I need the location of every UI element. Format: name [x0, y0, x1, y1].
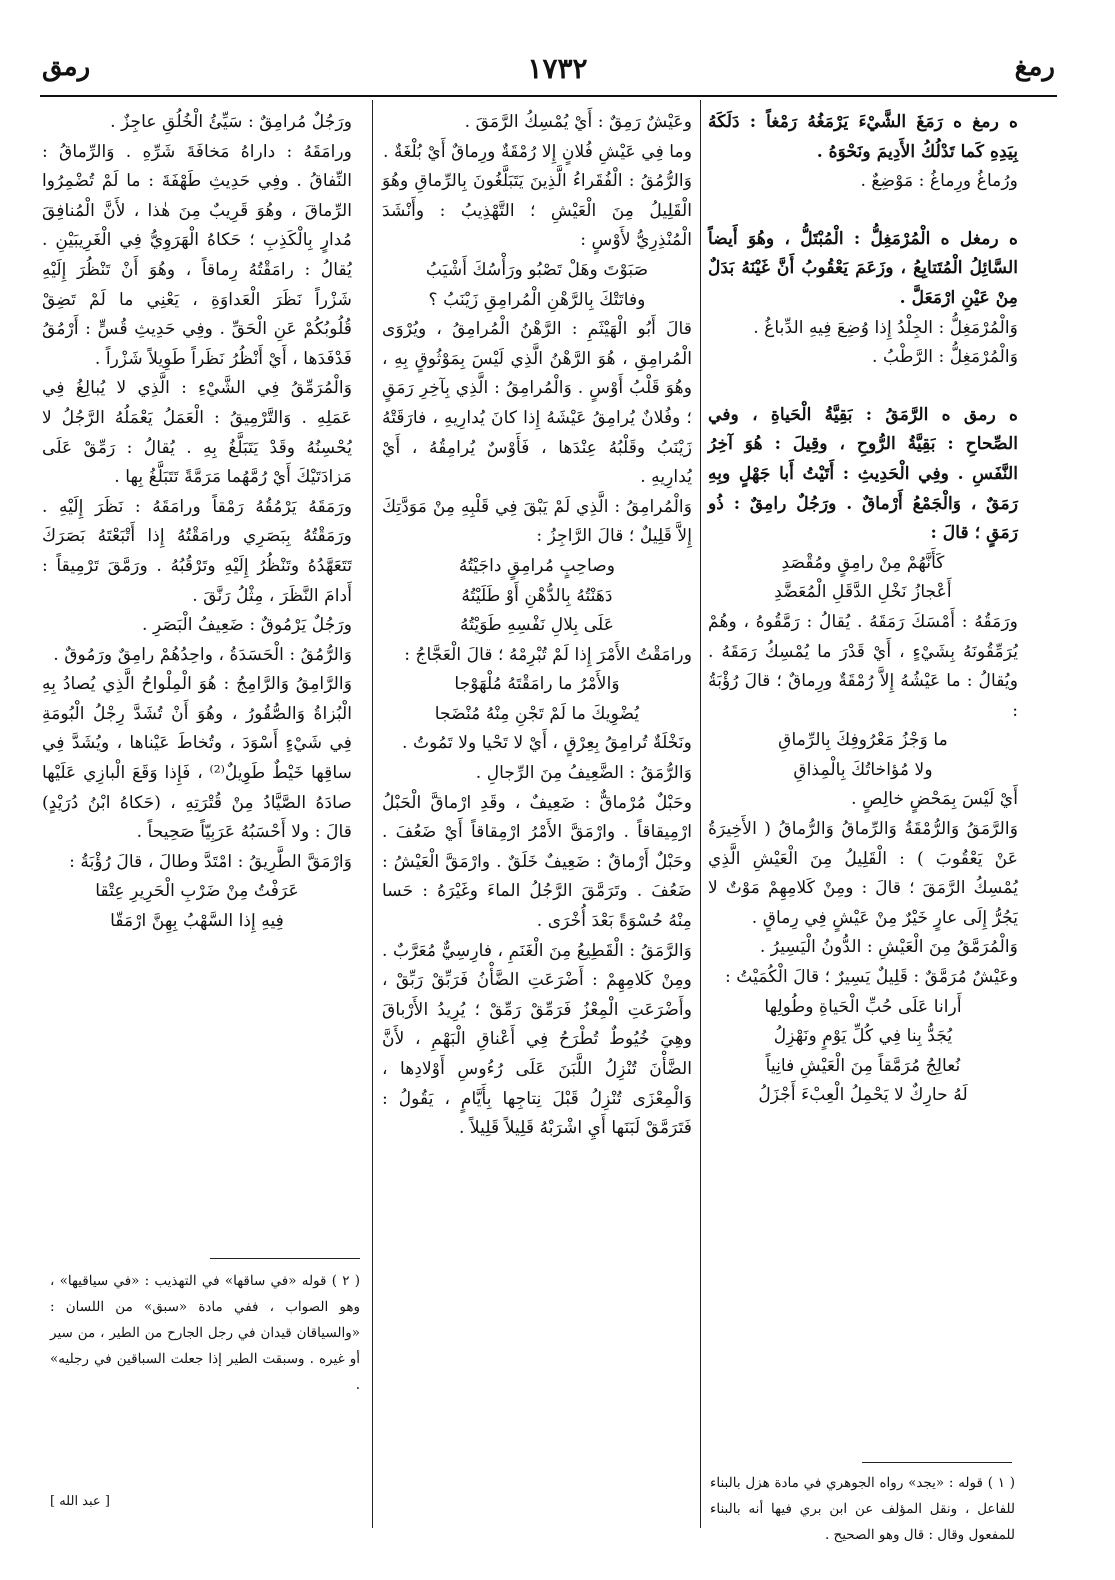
- entry-paragraph: أَيْ لَيْسَ بِمَحْضٍ خالِصٍ .: [851, 789, 1018, 810]
- entry-paragraph: وعَيْشٌ رَمِقٌ : أَيْ يُمْسِكُ الرَّمَقَ .: [464, 112, 692, 132]
- entry-paragraph: ورامَقَهُ : داراهُ مَخافَةَ شَرِّهِ . وَالرِّماقُ : النِّفاقُ . وفِي حَدِيثِ طَهْفَةَ : ما لَمْ تُضْمِرُوا الرِّماقَ ، وهُوَ قَرِيبٌ مِنَ هٰذا ، لأَنَّ الْمُنافِقَ مُدارٍ بِالْكَذِبِ ؛ حَكاهُ الْهَرَوِيُّ فِي الْغَرِيبَيْنِ . يُقالُ : رامَقْتُهُ رِماقاً ، وهُوَ أَنْ تَنْظُرَ إِلَيْهِ شَزْراً نَظَرَ الْعَداوَةِ ، يَعْنِي ما لَمْ تَضِقْ قُلُوبُكُمْ عَنِ الْحَقِّ . وفِي حَدِيثِ قُسٍّ : أَرْمُقُ فَدْفَدَها ، أَيْ أَنْظُرُ نَظَراً طَوِيلاً شَزْراً .: [42, 141, 352, 369]
- footnote-right: ( ١ ) قوله : «يجد» رواه الجوهري في مادة هزل بالبناء للفاعل ، ونقل المؤلف عن ابن بري فيها أنه بالبناء للمفعول وقال : قال وهو الصحيح .: [710, 1475, 1015, 1543]
- verse-line: كَأَنَّهُمْ مِنْ رامِقٍ ومُقْصَدِ: [781, 552, 945, 573]
- page-number: ١٧٣٢: [527, 52, 588, 85]
- verse-line: عَلَى بِلالِ نَفْسِهِ طَوَيْتُهُ: [460, 615, 614, 636]
- entry-paragraph: وَالْمُرامِقُ : الَّذِي لَمْ يَبْقَ فِي قَلْبِهِ مِنْ مَوَدَّتِكَ إِلاَّ قَلِيلٌ ؛ قالَ الرَّاجِزُ :: [382, 496, 692, 547]
- header-rule: [40, 95, 1057, 97]
- verse-line: أَعْجازُ نَخْلِ الدَّقَلِ الْمُعَضَّدِ: [774, 582, 952, 603]
- verse-line: وصاحِبٍ مُرامِقٍ داجَيْتُهُ: [458, 555, 616, 576]
- verse-line: عَرَفْتُ مِنْ ضَرْبِ الْحَرِيرِ عِتْقا: [95, 881, 299, 902]
- verse-line: ما وَجْزُ مَعْرُوفِكَ بِالرِّماقِ: [778, 730, 948, 751]
- entry-paragraph: قالَ أَبُو الْهَيْثَمِ : الرَّهْنُ الْمُرامِقُ ، ويُرْوَى الْمُرامِقِ ، هُوَ الرَّهْنُ الَّذِي لَيْسَ بِمَوْثُوقٍ بِهِ ، وهُوَ قَلْبُ أَوْسٍ . وَالْمُرامِقُ : الَّذِي بِآخِرِ رَمَقٍ ؛ وفُلانٌ يُرامِقُ عَيْشَهُ إِذا كانَ يُدارِيهِ ، فارَقَتْهُ زَيْنَبُ وقَلْبُهُ عِنْدَها ، فَأَوْسٌ يُرامِقُهُ ، أَيْ يُدارِيهِ .: [382, 319, 692, 488]
- entry-paragraph: ورَمَقُهُ : أَمْسَكَ رَمَقَهُ . يُقالُ : رَمَّقُوهُ ، وهُمْ يُرَمِّقُونَهُ بِشَيْءٍ ، أَيْ قَدْرَ ما يُمْسِكُ رَمَقَهُ . ويُقالُ : ما عَيْشُهُ إِلاَّ رُمْقَةٌ ورِماقٌ ؛ قالَ رُؤْبَةُ :: [708, 611, 1018, 721]
- verse-line: لَهُ حارِكٌ لا يَحْمِلُ الْعِبْءَ أَجْزَلُ: [758, 1085, 968, 1106]
- column-separator: [372, 100, 373, 1528]
- entry-paragraph: ورَمَقَهُ يَرْمُقُهُ رَمْقاً ورامَقَهُ : نَظَرَ إِلَيْهِ . ورَمَقْتُهُ بِبَصَرِي ورامَقْتُهُ إِذا أَتْبَعْتَهُ بَصَرَكَ تَتَعَهَّدُهُ وتَنْظُرُ إِلَيْهِ وتَرْقُبُهُ . ورَمَّقَ تَرْمِيقاً : أَدامَ النَّظَرَ ، مِثْلُ رَنَّقَ .: [42, 496, 352, 606]
- verse-line: يُضْوِيكَ ما لَمْ تَجْنِ مِنْهُ مُنْضَجا: [434, 703, 640, 724]
- verse-line: وَالأَمْرُ ما رامَقْتَهُ مُلْهَوْجا: [454, 674, 620, 695]
- verse-line: ولا مُؤاخاتُكَ بِالْمِذاقِ: [793, 759, 933, 780]
- footnote-rule: [210, 1258, 360, 1259]
- column-left: [42, 108, 352, 937]
- entry-paragraph: ورَجُلٌ يَرْمُوقٌ : ضَعِيفُ الْبَصَرِ .: [142, 615, 352, 636]
- entry-paragraph: وعَيْشٌ مُرَمَّقٌ : قَلِيلٌ يَسِيرٌ ؛ قالَ الْكُمَيْتُ :: [725, 967, 1018, 988]
- entry-paragraph: ه رمغل ه الْمُرْمَغِلُّ : الْمُبْتَلُّ ، وهُوَ أَيضاً السَّائِلُ الْمُتَتابِعُ ، وزَعَمَ يَعْقُوبُ أَنَّ غَيْنَهُ بَدَلٌ مِنْ عَيْنِ ارْمَعَلَّ .: [708, 228, 1018, 308]
- footnote-left: ( ٢ ) قوله «في ساقها» في التهذيب : «في سياقيها» ، وهو الصواب ، ففي مادة «سبق» من اللسان : «والسياقان قيدان في رجل الجارح من الطير ، من سير أو غيره . وسبقت الطير إذا جعلت السباقين في رجليه» .: [50, 1273, 360, 1393]
- verse-line: صَبَوْتَ وهَلْ تَصْبُو ورَأْسُكَ أَشْيَبُ: [425, 259, 649, 280]
- entry-paragraph: ورُماغُ ورِماغُ : مَوْضِعٌ .: [860, 171, 1018, 192]
- entry-paragraph: وَالرَّامِقُ وَالرَّامِجُ : هُوَ الْمِلْواحُ الَّذِي يُصادُ بِهِ الْبُزاةُ وَالصُّقُورُ ، وهُوَ أَنْ تُشَدَّ رِجْلُ الْبُومَةِ فِي شَيْءٍ أَسْوَدَ ، وتُخاطَ عَيْناها ، ويُشَدَّ فِي ساقِها خَيْطٌ طَوِيلٌ⁽²⁾ ، فَإِذا وَقَعَ الْبازِي عَلَيْها صادَهُ الصَّيَّادُ مِنْ قُتْرَتِهِ ، (حَكاهُ ابْنُ دُرَيْدٍ) قالَ : ولا أَحْسَبُهُ عَرَبِيّاً صَحِيحاً .: [42, 674, 352, 843]
- verse-line: نُعالِجُ مُرَمَّقاً مِنَ الْعَيْشِ فانِياً: [765, 1055, 961, 1076]
- editor-signature: [ عبد الله ]: [50, 1494, 110, 1509]
- entry-paragraph: وَالرُّمُقُ : الْفُقَراءُ الَّذِينَ يَتَبَلَّغُونَ بِالرِّماقِ وهُوَ الْقَلِيلُ مِنَ الْعَيْشِ ؛ التَّهْذِيبُ : وأَنْشَدَ الْمُنْذِرِيُّ لأَوْسٍ :: [382, 171, 692, 251]
- entry-paragraph: وَالرَّمَقُ : الْقَطِيعُ مِنَ الْغَنَمِ ، فارِسِيٌّ مُعَرَّبٌ . ومِنْ كَلامِهِمْ : أَضْرَعَتِ الضَّأْنُ فَرَبِّقْ رَبِّقْ ، وأَضْرَعَتِ الْمِعْزُ فَرَمِّقْ رَمِّقْ ؛ يُرِيدُ الأَرْباقَ وهِيَ خُيُوطٌ تُطْرَحُ فِي أَعْناقِ الْبَهْمِ ، لأَنَّ الضَّأْنَ تُنْزِلُ اللَّبَنَ عَلَى رُءُوسِ أَوْلادِها ، وَالْمِعْزَى تُنْزِلُ قَبْلَ نِتاجِها بِأَيَّامٍ ، يَقُولُ : فَتَرَمَّقْ لَبَنَها أَيِ اشْرَبْهُ قَلِيلاً قَلِيلاً .: [382, 940, 692, 1139]
- verse-line: يُجَدُّ بِنا فِي كُلِّ يَوْمٍ ونَهْزِلُ: [773, 1026, 953, 1047]
- header-right-word: رمغ: [1014, 52, 1055, 82]
- entry-paragraph: ونَخْلَةٌ تُرامِقُ بِعِرْقٍ ، أَيْ لا تَحْيا ولا تَمُوتُ .: [402, 733, 692, 754]
- verse-line: فِيهِ إِذا السَّهْبُ بِهِنَّ ارْمَقّا: [110, 911, 284, 932]
- column-right: [708, 108, 1018, 1111]
- verse-line: أَرانا عَلَى حُبِّ الْحَياةِ وطُولِها: [764, 996, 962, 1017]
- entry-paragraph: وحَبْلٌ مُرْماقٌّ : ضَعِيفٌ ، وقَدِ ارْماقَّ الْحَبْلُ ارْمِيقاقاً . وارْمَقَّ الأَمْرُ ارْمِقاقاً أَيْ ضَعُفَ . وحَبْلٌ أَرْماقٌ : ضَعِيفٌ خَلَقٌ . وارْمَقَّ الْعَيْشُ : ضَعُفَ . وتَرَمَّقَ الرَّجُلُ الماءَ وغَيْرَهُ : حَسا مِنْهُ حُسْوَةً بَعْدَ أُخْرَى .: [382, 792, 692, 932]
- verse-line: دَهَنْتُهُ بِالدُّهْنِ أَوْ طَلَيْتُهُ: [461, 585, 613, 606]
- verse-line: وفاتَتْكَ بِالرَّهْنِ الْمُرامِقِ زَيْنَبُ ؟: [428, 289, 646, 310]
- header-left-word: رمق: [42, 52, 91, 82]
- entry-paragraph: وَالْمُرَمِّقُ فِي الشَّيْءِ : الَّذِي لا يُبالِغُ فِي عَمَلِهِ . وَالتَّرْمِيقُ : الْعَمَلُ يَعْمَلُهُ الرَّجُلُ لا يُحْسِنُهُ وقَدْ يَتَبَلَّغُ بِهِ . يُقالُ : رَمِّقْ عَلَى مَزادَتَيْكَ أَيْ رُمَّهُما مَرَمَّةً تَتَبَلَّغُ بِها .: [42, 378, 352, 488]
- footnote-rule: [862, 1462, 1012, 1463]
- entry-paragraph: وَالْمُرَمَّقُ مِنَ الْعَيْشِ : الدُّونُ الْيَسِيرُ .: [759, 937, 1018, 958]
- entry-paragraph: وَارْمَقَّ الطَّرِيقُ : امْتَدَّ وطالَ ، قالَ رُؤْبَةُ :: [69, 851, 352, 872]
- entry-paragraph: وَالْمُرْمَغِلُّ : الجِلْدُ إِذا وُضِعَ فِيهِ الدِّباغُ .: [753, 317, 1018, 338]
- entry-paragraph: وَالرُّمَقُ : الضَّعِيفُ مِنَ الرِّجالِ .: [475, 763, 692, 784]
- column-middle: [382, 108, 692, 1144]
- column-separator: [700, 100, 701, 1528]
- entry-paragraph: وَالرَّمَقُ وَالرُّمْقَةُ وَالرِّماقُ وَالرُّماقُ ( الأَخِيرَةُ عَنْ يَعْقُوبَ ) : الْقَلِيلُ مِنَ الْعَيْشِ الَّذِي يُمْسِكُ الرَّمَقَ ؛ قالَ : ومِنْ كَلامِهِمْ مَوْتٌ لا يَجُرُّ إِلَى عارٍ خَيْرٌ مِنْ عَيْشٍ فِي رِماقٍ .: [708, 819, 1018, 928]
- entry-paragraph: وَالرُّمُقُ : الْحَسَدَةُ ، واحِدُهُمْ رامِقٌ ورَمُوقٌ .: [53, 644, 352, 665]
- entry-paragraph: ورامَقْتُ الأَمْرَ إِذا لَمْ تُبْرِمْهُ ؛ قالَ الْعَجَّاجُ :: [404, 644, 692, 665]
- entry-paragraph: ورَجُلٌ مُرامِقٌ : سَيِّئُ الْخُلُقِ عاجِزٌ .: [110, 112, 352, 132]
- entry-paragraph: وَالْمُرْمَغِلُّ : الرَّطْبُ .: [872, 347, 1018, 368]
- entry-paragraph: وما فِي عَيْشِ فُلانٍ إِلا رُمْقَةٌ ورِماقٌ أَيْ بُلْغَةٌ .: [383, 141, 692, 162]
- entry-paragraph: ه رمق ه الرَّمَقُ : بَقِيَّةُ الْحَياةِ ، وفي الصِّحاحِ : بَقِيَّةُ الرُّوحِ ، وقِيلَ : هُوَ آخِرُ النَّفَسِ . وفِي الْحَدِيثِ : أَتَيْتُ أَبا جَهْلٍ وبِهِ رَمَقٌ ، وَالْجَمْعُ أَرْماقٌ . ورَجُلٌ رامِقٌ : ذُو رَمَقٍ ؛ قالَ :: [708, 404, 1018, 544]
- entry-paragraph: ه رمغ ه رَمَغَ الشَّيْءَ يَرْمَغُهُ رَمْغاً : دَلَكَهُ بِيَدِهِ كَما تَدْلُكُ الأَدِيمَ ونَحْوَهُ .: [708, 112, 1018, 162]
